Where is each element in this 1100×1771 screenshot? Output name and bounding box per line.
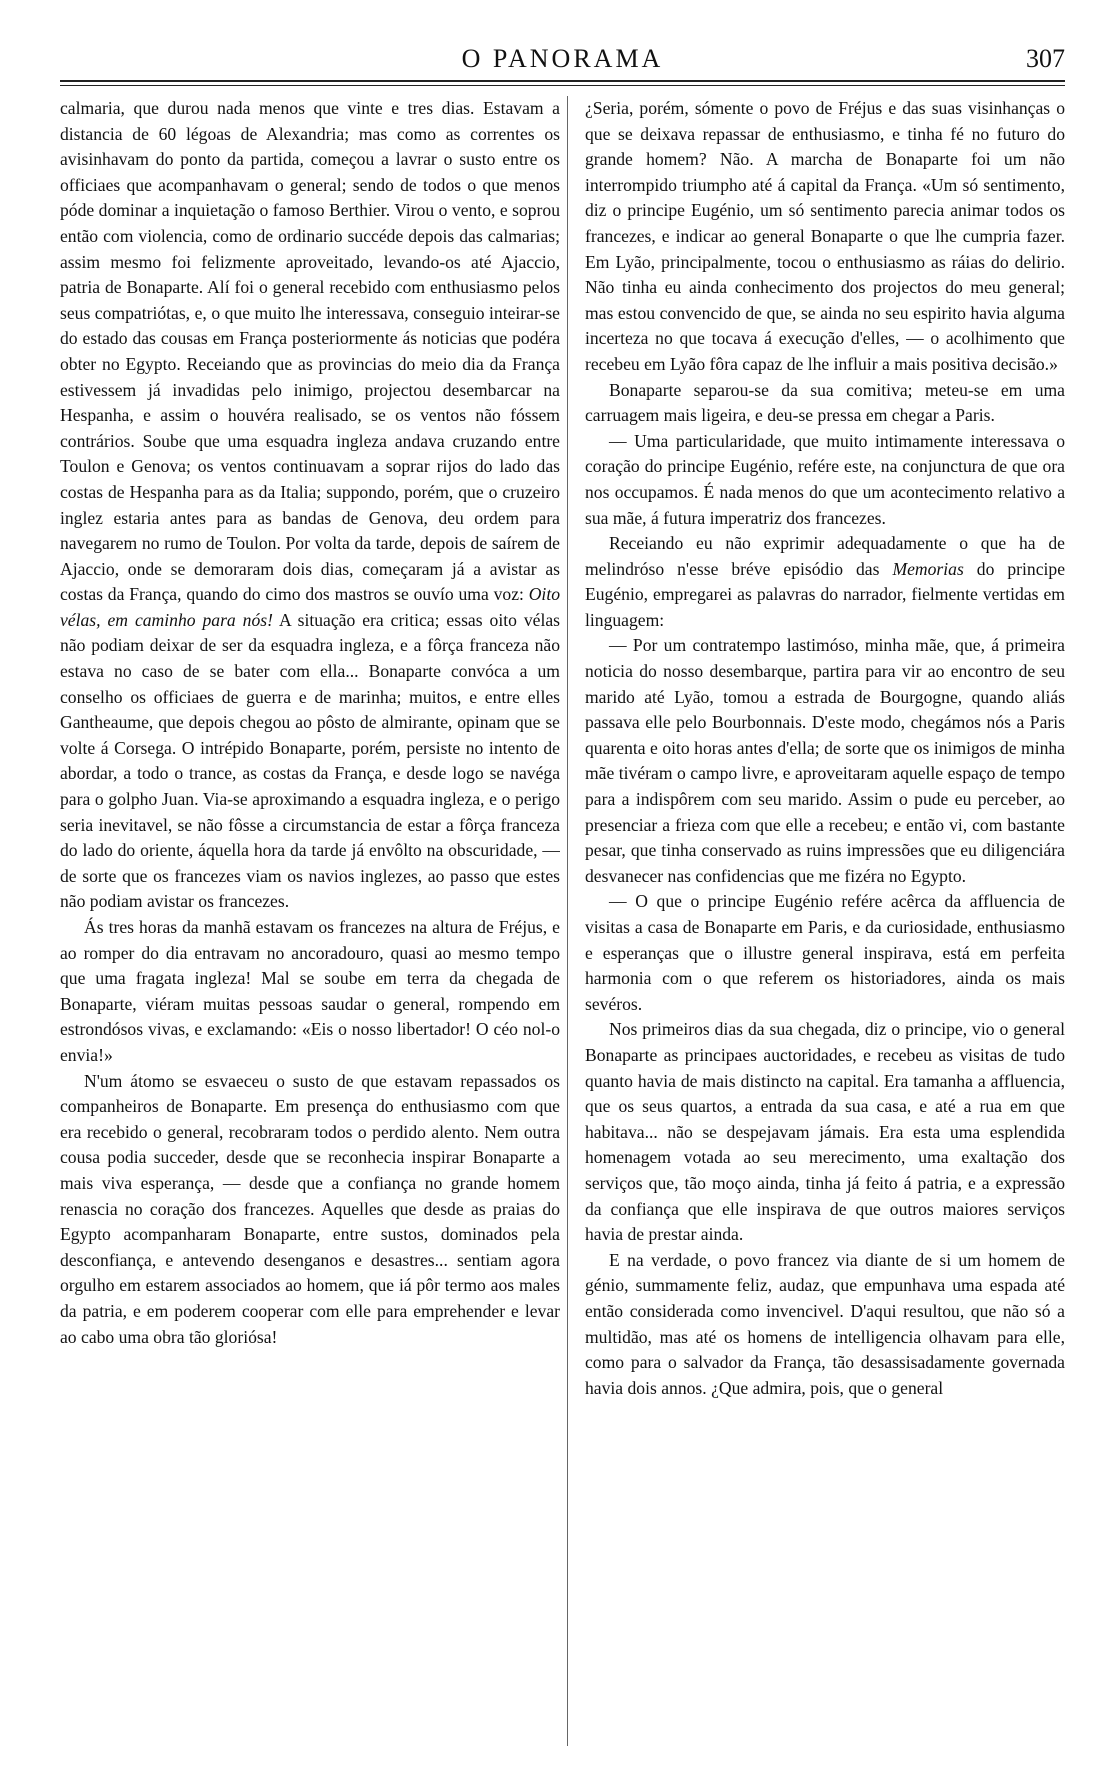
paragraph: E na verdade, o povo francez via diante de si um homem de génio, summamente feliz, audaz, que empunhava uma espada até então considerada como invencivel. D'aqui resultou, que não só a multidão, mas até os homens de intelligencia olhavam para elle, como para o salvador da França, tão desassisadamente governada havia dois annos. ¿Que admira, pois, que o general — [585, 1249, 1065, 1398]
paragraph: N'um átomo se esvaeceu o susto de que estavam repassados os companheiros de Bonaparte. Em presença do enthusiasmo com que era recebido o general, recobraram todos o perdido alento. Nem outra cousa podia succeder, desde que se reconhecia inspirar Bonaparte a mais viva esperança, — desde que a confiança no grande homem renascia no coração dos francezes. Aquelles que desde as praias do Egypto acompanharam Bonaparte, entre sustos, dominados pela desconfiança, e antevendo desenganos e desastres... sentiam agora orgulho em estarem associados ao homem, que iá pôr termo aos males da patria, e em poderem cooperar com elle para emprehender e levar ao cabo uma obra tão gloriósa! — [60, 1070, 560, 1347]
paragraph: — Uma particularidade, que muito intimamente interessava o coração do principe Eugénio, refére este, na conjunctura de que ora nos occupamos. É nada menos do que um acontecimento relativo a sua mãe, á futura imperatriz dos francezes. — [585, 430, 1065, 528]
paragraph: Receiando eu não exprimir adequadamente o que ha de melindróso n'esse bréve episódio das Memorias do principe Eugénio, empregarei as palavras do narrador, fielmente vertidas em linguagem: — [585, 533, 1065, 630]
paragraph: — O que o principe Eugénio refére acêrca da affluencia de visitas a casa de Bonaparte em Paris, e da curiosidade, enthusiasmo e esperanças que o illustre general inspirava, está em perfeita harmonia com o que referem os historiadores, ainda os mais sevéros. — [585, 891, 1065, 1014]
header-rule — [60, 80, 1065, 82]
page-header — [60, 40, 1065, 76]
paragraph: Ás tres horas da manhã estavam os francezes na altura de Fréjus, e ao romper do dia entravam no ancoradouro, quasi ao mesmo tempo que uma fragata ingleza! Mal se soube em terra da chegada de Bonaparte, viéram muitas pessoas saudar o general, rompendo em estrondósos vivas, e exclamando: «Eis o nosso libertador! O céo nol-o envia!» — [60, 917, 560, 1065]
page-number: 307 — [1026, 44, 1065, 73]
paragraph: ¿Seria, porém, sómente o povo de Fréjus e das suas visinhanças o que se deixava repassar de enthusiasmo, e tinha fé no futuro do grande homem? Não. A marcha de Bonaparte foi um não interrompido triumpho até á capital da França. «Um só sentimento, diz o principe Eugénio, um só sentimento parecia animar todos os francezes, e indicar ao general Bonaparte o que lhe cumpria fazer. Em Lyão, principalmente, tocou o enthusiasmo as ráias do delirio. Não tinha eu ainda conhecimento dos projectos do meu general; mas estou convencido de que, se ainda no seu espirito havia alguma incerteza no que tocava á execução d'elles, — o acolhimento que recebeu em Lyão fôra capaz de lhe influir a mais positiva decisão.» — [585, 98, 1065, 374]
column-divider — [567, 96, 568, 1746]
paragraph: — Por um contratempo lastimóso, minha mãe, que, á primeira noticia do nosso desembarque, partira para vir ao encontro de seu marido até Lyão, tomou a estrada de Bourgogne, quando aliás passava elle pelo Bourbonnais. D'este modo, chegámos nós a Paris quarenta e oito horas antes d'ella; de sorte que os inimigos de minha mãe tivéram o campo livre, e aproveitaram aquelle espaço de tempo para a indispôrem com seu marido. Assim o pude eu perceber, ao presenciar a frieza com que elle a recebeu; e então vi, com bastante pesar, que tinha conservado as ruins impressões que eu diligenciára desvanecer nas confidencias que me fizéra no Egypto. — [585, 635, 1065, 886]
paragraph: Nos primeiros dias da sua chegada, diz o principe, vio o general Bonaparte as principaes auctoridades, e recebeu as visitas de tudo quanto havia de mais distincto na capital. Era tamanha a affluencia, que os seus quartos, a entrada da sua casa, e até a rua em que habitava... não se despejavam jámais. Era esta uma esplendida homenagem votada ao seu merecimento, uma exaltação dos serviços que, tão moço ainda, tinha já feito á patria, e a expressão da confiança que elle inspirava de que outros maiores serviços havia de prestar ainda. — [585, 1019, 1065, 1245]
paragraph: calmaria, que durou nada menos que vinte e tres dias. Estavam a distancia de 60 légoas de Alexandria; mas como as correntes os avisinhavam do ponto da partida, começou a lavrar o susto entre os officiaes que acompanhavam o general; sendo de todos o que menos póde dominar a inquietação o famoso Berthier. Virou o vento, e soprou então com violencia, como de ordinario succéde depois das calmarias; assim mesmo foi felizmente aproveitado, levando-os até Ajaccio, patria de Bonaparte. Alí foi o general recebido com enthusiasmo pelos seus compatriótas, e, o que muito lhe interessava, conseguio inteirar-se do estado das cousas em França posteriormente ás noticias que podéra obter no Egypto. Receiando que as provincias do meio dia da França estivessem já invadidas pelo inimigo, projectou desembarcar na Hespanha, e assim o houvéra realisado, se os ventos não fóssem contrários. Soube que uma esquadra ingleza andava cruzando entre Toulon e Genova; os ventos continuavam a soprar rijos do lado das costas de Hespanha para as da Italia; suppondo, porém, que o cruzeiro inglez estaria antes para as bandas de Genova, deu ordem para navegarem no rumo de Toulon. Por volta da tarde, depois de saírem de Ajaccio, onde se demoraram dois dias, começaram já a avistar as costas da França, quando do cimo dos mastros se ouvío uma voz: Oito vélas, em caminho para nós! A situação era critica; essas oito vélas não podiam deixar de ser da esquadra ingleza, e a fôrça franceza não estava no caso de se bater com ella... Bonaparte convóca a um conselho os officiaes de guerra e de marinha; muitos, e entre elles Gantheaume, que depois chegou ao pôsto de almirante, opinam que se volte á Corsega. O intrépido Bonaparte, porém, persiste no intento de abordar, a todo o trance, as costas da França, e desde logo se navéga para o golpho Juan. Via-se aproximando a esquadra ingleza, e o perigo seria inevitavel, se não fôsse a circumstancia de estar a fôrça franceza do lado do oriente, áquella hora da tarde já envôlto na obscuridade, — de sorte que os francezes viam os navios inglezes, ao passo que estes não podiam avistar os francezes. — [60, 98, 560, 912]
right-column — [585, 96, 1065, 1756]
paragraph: Bonaparte separou-se da sua comitiva; meteu-se em uma carruagem mais ligeira, e deu-se pressa em chegar a Paris. — [585, 379, 1065, 426]
italic-title: Memorias — [892, 558, 964, 579]
publication-title: O PANORAMA — [461, 44, 664, 73]
left-column — [60, 96, 560, 1756]
header-rule-thin — [60, 85, 1065, 86]
italic-quote: Oito vélas, em caminho para nós! — [60, 584, 560, 630]
